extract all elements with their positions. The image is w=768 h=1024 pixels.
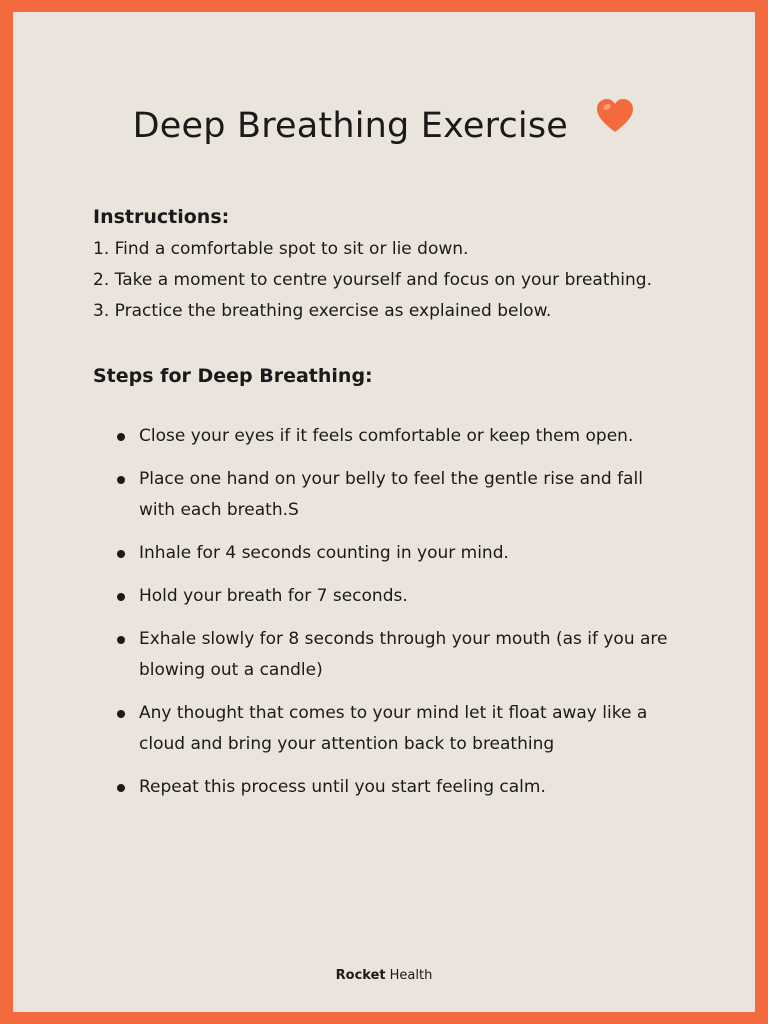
- step-text: Any thought that comes to your mind let it float away like a cloud and bring your attention back to breathing: [139, 703, 648, 754]
- bullet-icon: [117, 593, 125, 601]
- bullet-icon: [117, 476, 125, 484]
- step-text: Exhale slowly for 8 seconds through your mouth (as if you are blowing out a candle): [139, 629, 668, 680]
- step-text: Close your eyes if it feels comfortable or keep them open.: [139, 426, 634, 446]
- instruction-item: 2. Take a moment to centre yourself and focus on your breathing.: [93, 270, 652, 290]
- heart-icon: [595, 97, 635, 149]
- step-item: [93, 538, 681, 569]
- document-sheet: [13, 12, 755, 1012]
- step-item: [93, 772, 681, 803]
- step-text: Repeat this process until you start feeling calm.: [139, 777, 546, 797]
- step-text: Place one hand on your belly to feel the gentle rise and fall with each breath.S: [139, 469, 643, 520]
- step-text: Hold your breath for 7 seconds.: [139, 586, 408, 606]
- title-row: [13, 100, 755, 152]
- bullet-icon: [117, 710, 125, 718]
- step-item: [93, 624, 681, 686]
- step-text: Inhale for 4 seconds counting in your mind.: [139, 543, 509, 563]
- bullet-icon: [117, 433, 125, 441]
- step-item: [93, 698, 681, 760]
- step-item: [93, 464, 681, 526]
- step-item: [93, 581, 681, 612]
- bullet-icon: [117, 550, 125, 558]
- page-title: Deep Breathing Exercise: [132, 106, 569, 146]
- steps-list: [93, 421, 693, 803]
- bullet-icon: [117, 784, 125, 792]
- instructions-list: [93, 234, 693, 327]
- steps-heading: Steps for Deep Breathing:: [93, 365, 373, 387]
- brand-name-second: Health: [389, 968, 433, 983]
- instruction-item: 1. Find a comfortable spot to sit or lie down.: [93, 239, 469, 259]
- footer-brand: [13, 968, 755, 983]
- instructions-heading: Instructions:: [93, 206, 230, 228]
- brand-name-first: Rocket: [335, 968, 386, 983]
- bullet-icon: [117, 636, 125, 644]
- content: [93, 202, 693, 815]
- step-item: [93, 421, 681, 452]
- instruction-item: 3. Practice the breathing exercise as explained below.: [93, 301, 552, 321]
